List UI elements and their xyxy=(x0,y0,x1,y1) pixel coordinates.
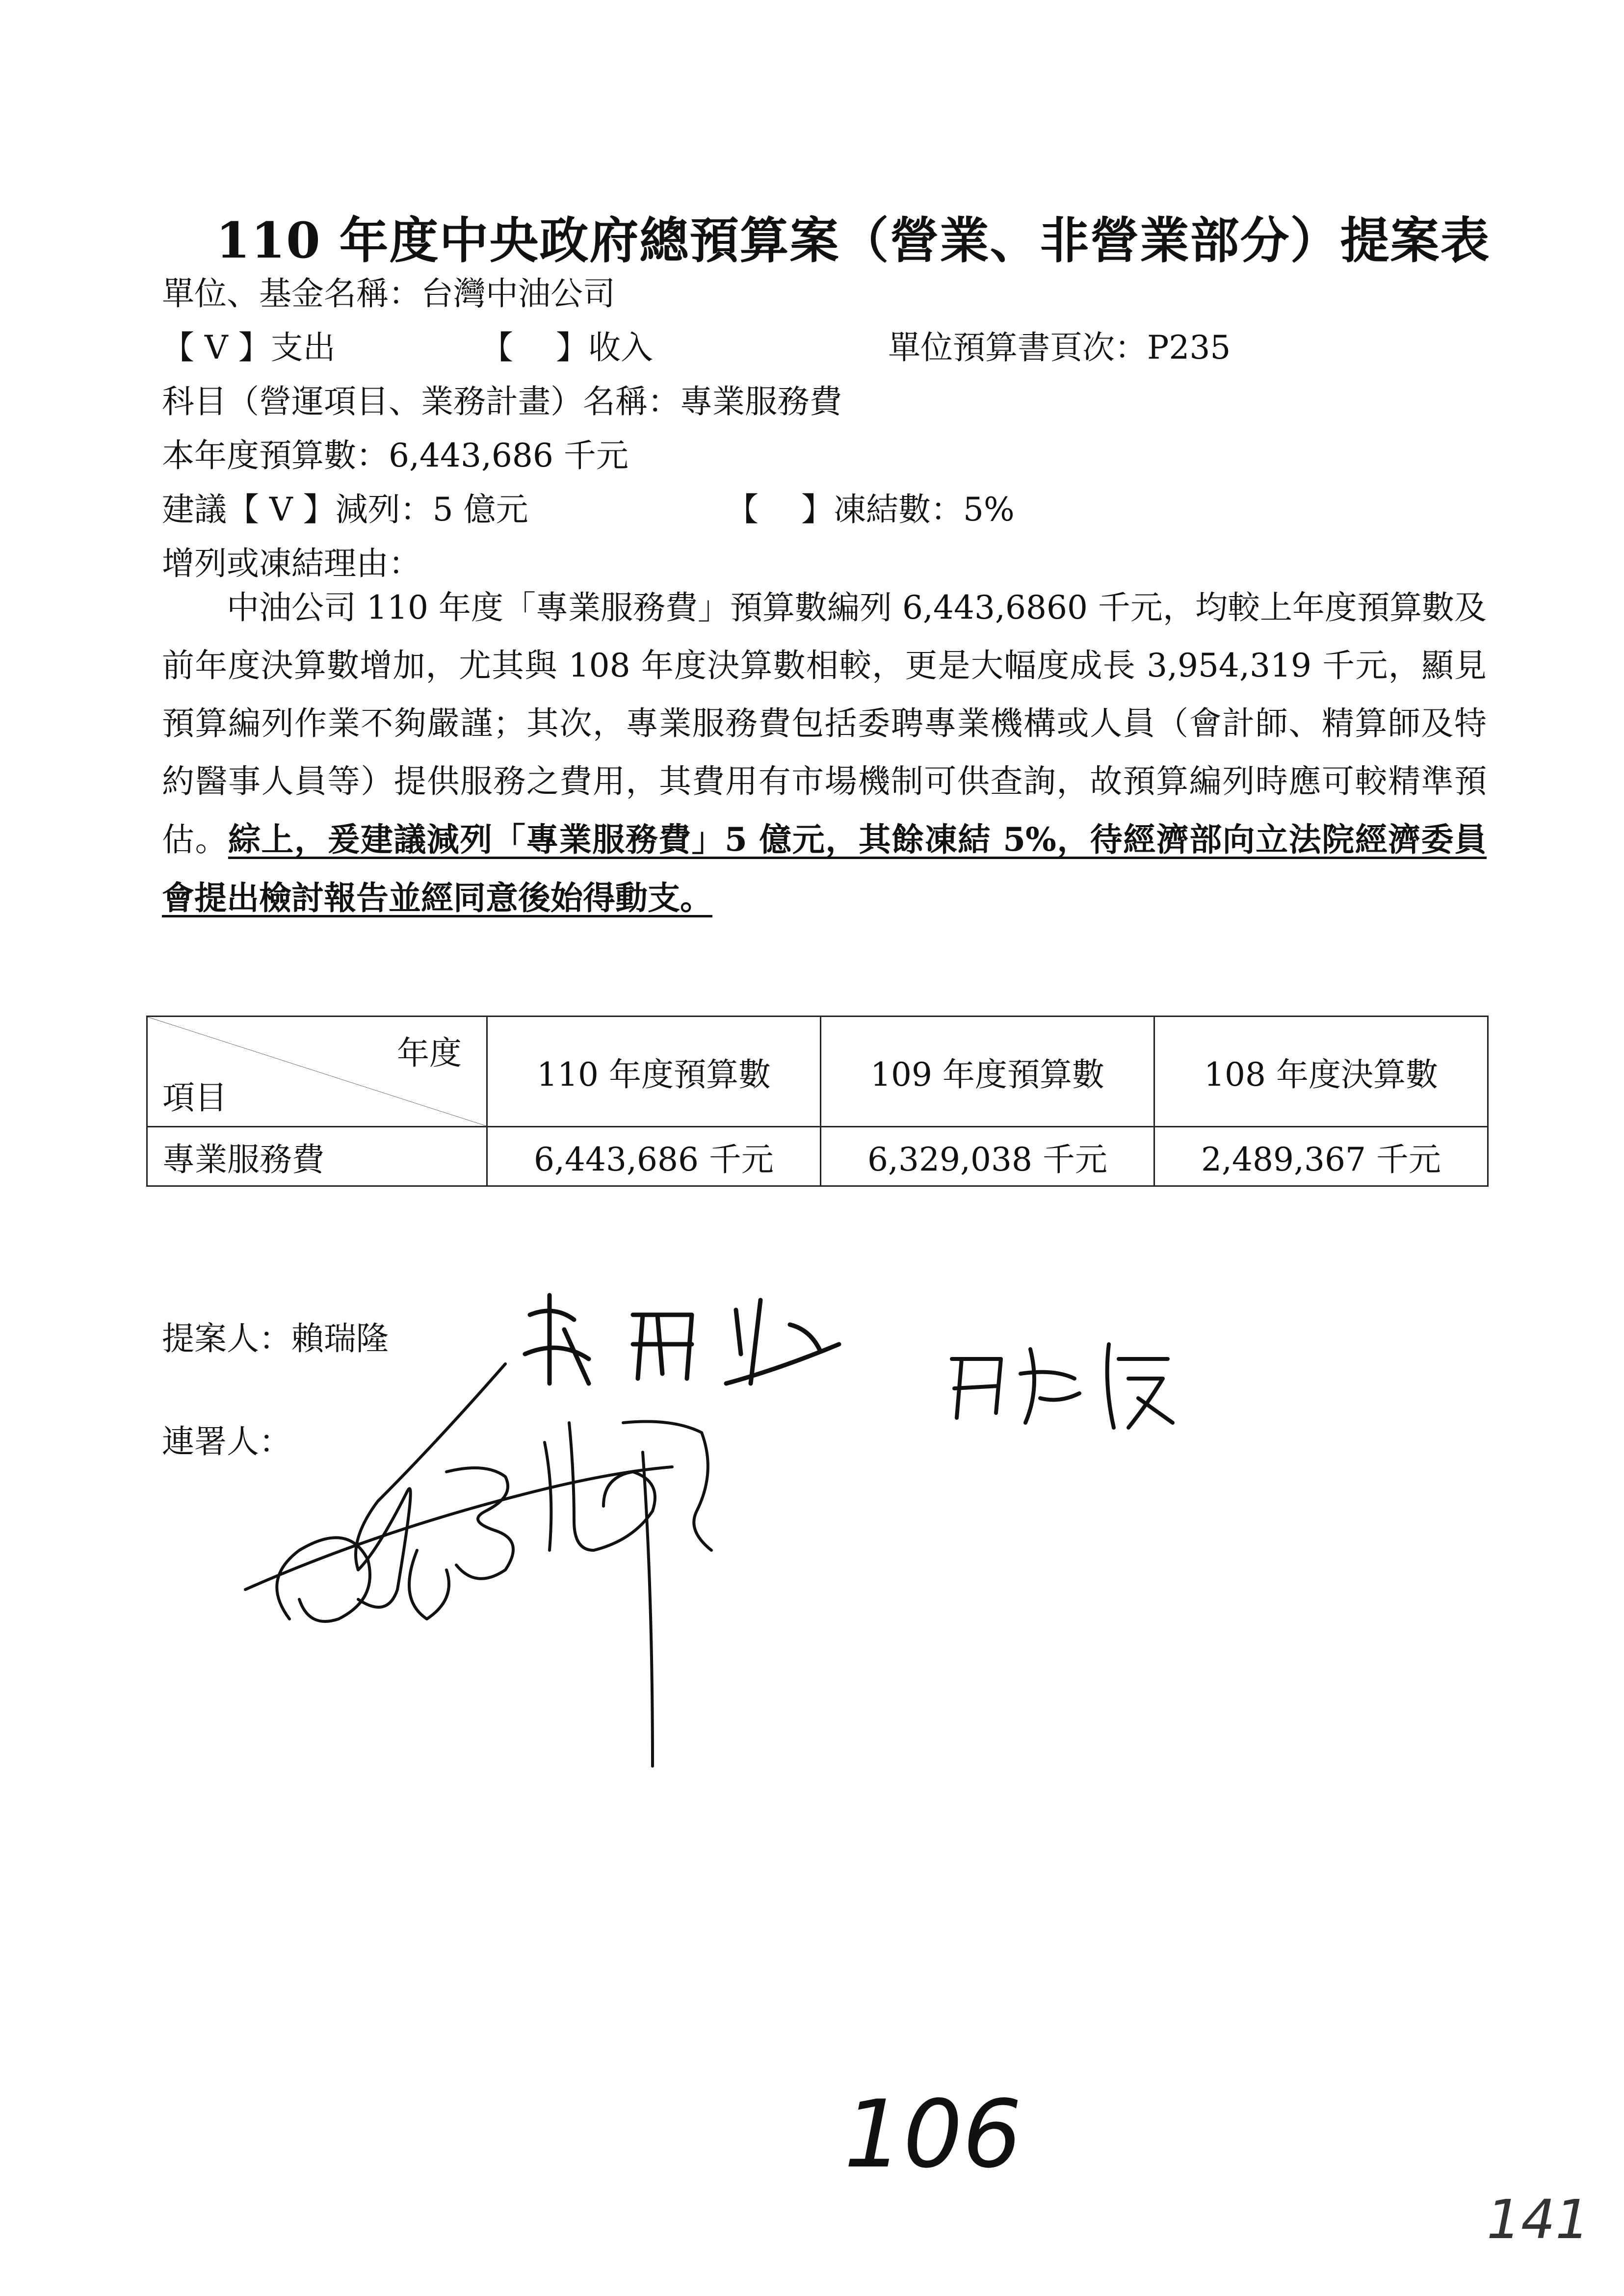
unit-line xyxy=(162,267,615,314)
reason-label: 增列或凍結理由： xyxy=(162,545,421,582)
budget-label: 本年度預算數： xyxy=(162,437,389,474)
table-header-row xyxy=(147,1017,1488,1127)
cut-checkbox: 【 V 】減列： xyxy=(227,491,433,528)
expense-checkbox: 【 V 】支出 xyxy=(162,329,336,366)
document-title: 110 年度中央政府總預算案（營業、非營業部分）提案表 xyxy=(216,211,1491,269)
value-cell: 6,329,038 千元 xyxy=(821,1127,1154,1186)
page-reference xyxy=(888,321,1231,368)
page-ref-value: P235 xyxy=(1147,329,1231,366)
freeze-value: 5% xyxy=(963,491,1015,528)
budget-table xyxy=(146,1016,1489,1187)
corner-item-label: 項目 xyxy=(162,1079,227,1117)
column-header: 110 年度預算數 xyxy=(487,1017,821,1127)
reason-paragraph xyxy=(162,579,1487,927)
cut-value: 5 億元 xyxy=(432,491,528,528)
column-header: 109 年度預算數 xyxy=(821,1017,1154,1127)
corner-year-label: 年度 xyxy=(397,1034,462,1072)
proposer-label: 提案人： xyxy=(162,1320,291,1357)
corner-page-number: 141 xyxy=(1487,2188,1590,2251)
budget-value: 6,443,686 千元 xyxy=(389,437,629,474)
suggestion-line xyxy=(162,483,1487,530)
proposer-name: 賴瑞隆 xyxy=(291,1320,389,1357)
column-header: 108 年度決算數 xyxy=(1154,1017,1488,1127)
value-cell: 6,443,686 千元 xyxy=(487,1127,821,1186)
page-ref-label: 單位預算書頁次： xyxy=(888,329,1147,366)
table-corner-cell xyxy=(147,1017,487,1127)
table-row xyxy=(147,1127,1488,1186)
cosigner-label: 連署人： xyxy=(162,1423,291,1461)
income-checkbox: 【 】收入 xyxy=(481,329,653,366)
signature-right-icon xyxy=(942,1330,1187,1437)
subject-line xyxy=(162,375,842,422)
handwritten-page-number: 106 xyxy=(844,2080,1022,2189)
reason-emphasis: 綜上，爰建議減列「專業服務費」5 億元，其餘凍結 5%，待經濟部向立法院經濟委員會提出檢討報告並經同意後始得動支。 xyxy=(162,820,1487,917)
freeze-checkbox: 【 】凍結數： xyxy=(726,491,963,528)
reason-text: 中油公司 110 年度「專業服務費」預算數編列 6,443,6860 千元，均較上年度預算數及前年度決算數增加，尤其與 108 年度決算數相較，更是大幅度成長 3,954,319 千元，顯見預算編列作業不夠嚴謹；其次，專業服務費包括委聘專業機構或人員（會計師、精算師及特約醫事人員等）提供服務之費用，其費用有市場機制可供查詢，故預算編列時應可較精準預估。 xyxy=(162,589,1487,859)
signature-cosigner-icon xyxy=(231,1344,819,1776)
suggest-prefix: 建議 xyxy=(162,491,227,528)
subject-label: 科目（營運項目、業務計畫）名稱： xyxy=(162,383,680,420)
unit-label: 單位、基金名稱： xyxy=(162,275,421,313)
value-cell: 2,489,367 千元 xyxy=(1154,1127,1488,1186)
row-item-cell: 專業服務費 xyxy=(147,1127,487,1186)
freeze-group xyxy=(726,483,1015,530)
unit-name: 台灣中油公司 xyxy=(421,275,615,313)
budget-line xyxy=(162,429,629,476)
subject-name: 專業服務費 xyxy=(680,383,842,420)
type-line xyxy=(162,321,1487,368)
